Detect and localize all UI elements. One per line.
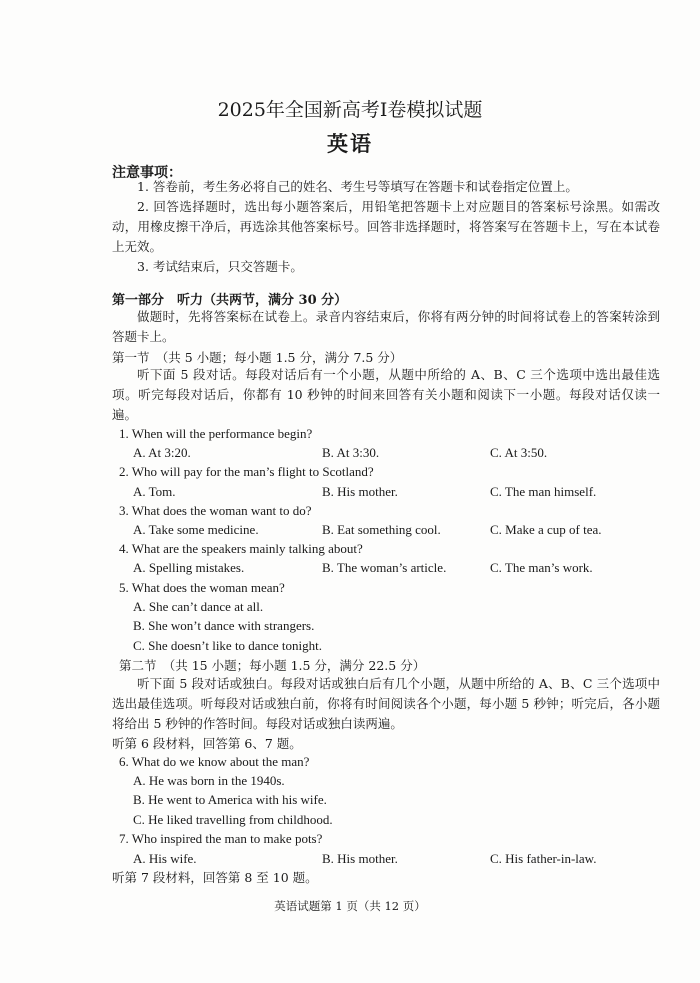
- note-item-3: 3. 考试结束后，只交答题卡。: [137, 259, 303, 274]
- option-b: B. The woman’s article.: [322, 560, 447, 575]
- option-b: B. At 3:30.: [322, 445, 380, 460]
- option-b: B. His mother.: [322, 851, 398, 866]
- option-c: C. She doesn’t like to dance tonight.: [133, 638, 322, 653]
- notes-heading: 注意事项：: [112, 165, 182, 181]
- question-stem: 7. Who inspired the man to make pots?: [119, 831, 323, 846]
- option-a: A. At 3:20.: [133, 445, 191, 460]
- option-a: A. She can’t dance at all.: [133, 599, 264, 614]
- option-b: B. Eat something cool.: [322, 522, 441, 537]
- option-b: B. She won’t dance with strangers.: [133, 618, 315, 633]
- question-stem: 4. What are the speakers mainly talking about?: [119, 541, 363, 556]
- option-c: C. The man’s work.: [490, 560, 593, 575]
- section2-heading: 第二节 （共 15 小题；每小题 1.5 分，满分 22.5 分）: [119, 658, 426, 673]
- part1-instruction: 做题时，先将答案标在试卷上。录音内容结束后，你将有两分钟的时间将试卷上的答案转涂到答题卡上。: [112, 309, 660, 344]
- material-6-note: 听第 6 段材料，回答第 6、7 题。: [112, 736, 302, 751]
- question-stem: 5. What does the woman mean?: [119, 580, 285, 595]
- option-c: C. Make a cup of tea.: [490, 522, 602, 537]
- section2-instruction: 听下面 5 段对话或独白。每段对话或独白后有几个小题，从题中所给的 A、B、C 三个选项中选出最佳选项。听每段对话或独白前，你将有时间阅读各个小题，每小题 5 秒钟；听完后，各小题将给出 5 秒钟的作答时间。每段对话或独白读两遍。: [112, 676, 660, 731]
- option-a: A. He was born in the 1940s.: [133, 773, 285, 788]
- option-c: C. He liked travelling from childhood.: [133, 812, 333, 827]
- subject-title: 英语: [327, 131, 373, 156]
- part1-heading: 第一部分 听力（共两节，满分 30 分）: [112, 293, 348, 308]
- option-a: A. His wife.: [133, 851, 197, 866]
- question-stem: 6. What do we know about the man?: [119, 754, 310, 769]
- option-b: B. He went to America with his wife.: [133, 792, 327, 807]
- page-footer: 英语试题第 1 页（共 12 页）: [274, 899, 426, 913]
- question-stem: 2. Who will pay for the man’s flight to Scotland?: [119, 464, 374, 479]
- option-a: A. Tom.: [133, 484, 176, 499]
- option-a: A. Spelling mistakes.: [133, 560, 245, 575]
- exam-title: 2025年全国新高考Ⅰ卷模拟试题: [217, 99, 483, 121]
- section1-instruction: 听下面 5 段对话。每段对话后有一个小题，从题中所给的 A、B、C 三个选项中选出最佳选项。听完每段对话后，你都有 10 秒钟的时间来回答有关小题和阅读下一小题。每段对话仅读一遍。: [112, 367, 660, 422]
- option-c: C. At 3:50.: [490, 445, 548, 460]
- option-c: C. His father-in-law.: [490, 851, 597, 866]
- option-b: B. His mother.: [322, 484, 398, 499]
- note-item-2: 2. 回答选择题时，选出每小题答案后，用铅笔把答题卡上对应题目的答案标号涂黑。如需改动，用橡皮擦干净后，再选涂其他答案标号。回答非选择题时，将答案写在答题卡上，写在本试卷上无效。: [112, 199, 660, 254]
- note-item-1: 1. 答卷前，考生务必将自己的姓名、考生号等填写在答题卡和试卷指定位置上。: [137, 179, 578, 194]
- option-c: C. The man himself.: [490, 484, 597, 499]
- material-7-note: 听第 7 段材料，回答第 8 至 10 题。: [112, 870, 318, 885]
- option-a: A. Take some medicine.: [133, 522, 259, 537]
- question-stem: 1. When will the performance begin?: [119, 426, 313, 441]
- section1-heading: 第一节 （共 5 小题；每小题 1.5 分，满分 7.5 分）: [112, 350, 403, 365]
- question-stem: 3. What does the woman want to do?: [119, 503, 312, 518]
